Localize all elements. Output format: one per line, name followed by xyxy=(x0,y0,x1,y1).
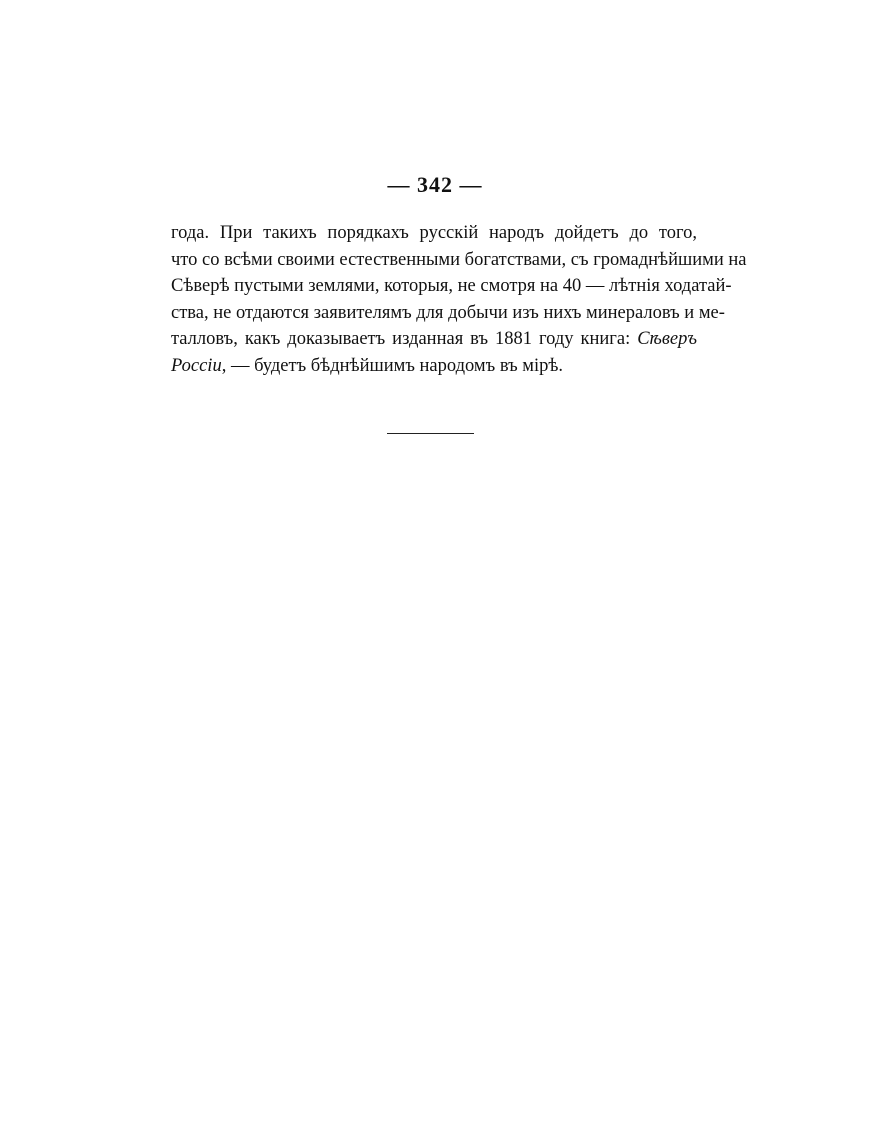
text-line xyxy=(171,300,725,327)
text-segment: года. При такихъ порядкахъ русскій народъ дойдетъ до того, xyxy=(171,223,697,243)
book-title-italic: Россіи xyxy=(171,355,222,376)
text-segment: ства, не отдаются заявителямъ для добычи изъ нихъ минераловъ и ме- xyxy=(171,302,725,323)
text-segment: что со всѣми своими естественными богатствами, съ громаднѣйшими на xyxy=(171,249,747,270)
text-line xyxy=(171,326,697,353)
text-segment: талловъ, какъ доказываетъ изданная въ 1881 году книга: xyxy=(171,329,638,349)
text-segment: , — будетъ бѣднѣйшимъ народомъ въ мірѣ. xyxy=(221,355,564,376)
section-end-rule xyxy=(387,433,474,434)
text-segment: Сѣверѣ пустыми землями, которыя, не смотря на 40 — лѣтнія ходатай- xyxy=(171,276,732,296)
text-line xyxy=(171,273,732,300)
page-number: — 342 — xyxy=(387,172,483,197)
body-paragraph xyxy=(171,220,747,379)
text-line xyxy=(171,247,747,274)
book-title-italic: Сѣверъ xyxy=(637,329,697,349)
text-line xyxy=(171,353,697,380)
text-line xyxy=(171,220,697,247)
